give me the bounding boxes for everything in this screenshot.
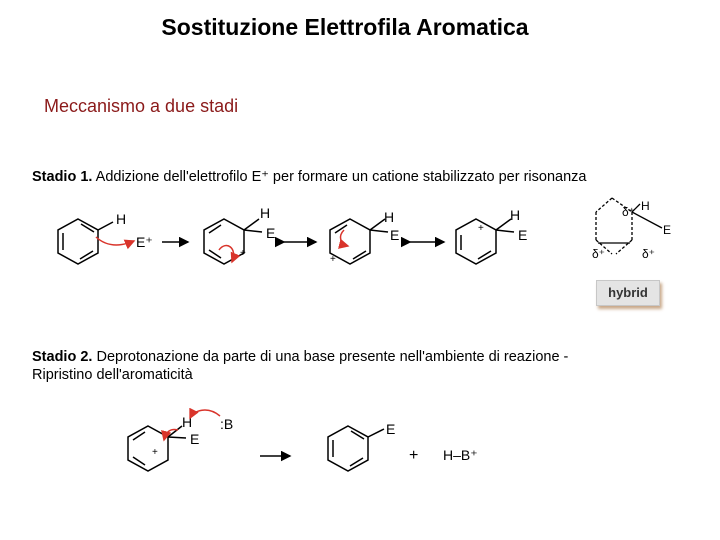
plus-charge: + <box>478 223 484 234</box>
stage2-text-line2: Ripristino dell'aromaticità <box>32 367 193 383</box>
plus-sign: + <box>409 447 419 464</box>
h-label: H <box>182 414 193 430</box>
delta-plus-label: δ⁺ <box>592 247 606 261</box>
curved-arrow-base <box>190 410 220 418</box>
h-label: H <box>510 207 521 223</box>
e-label: E <box>663 223 672 237</box>
benzene-reactant <box>58 219 113 264</box>
base-label: :B <box>220 416 234 432</box>
curved-arrow-attack <box>96 237 134 245</box>
e-label: E <box>266 225 276 241</box>
stage1-label: Stadio 1. <box>32 169 93 185</box>
sigma-complex-3 <box>456 219 514 264</box>
stage1-description <box>32 168 586 186</box>
e-label: E <box>386 421 396 437</box>
page-title: Sostituzione Elettrofila Aromatica <box>161 14 529 40</box>
e-label: E <box>190 431 200 447</box>
delta-plus-label: δ⁺ <box>622 205 636 219</box>
stage2-scheme <box>0 400 720 510</box>
sigma-complex-2 <box>330 219 388 264</box>
stage2-label: Stadio 2. <box>32 349 93 365</box>
delta-plus-label: δ⁺ <box>642 247 656 261</box>
hybrid-label: hybrid <box>596 280 660 306</box>
e-label: E <box>518 227 528 243</box>
stage2-description <box>32 348 672 384</box>
curved-arrow-resonance <box>341 230 348 246</box>
mechanism-subtitle: Meccanismo a due stadi <box>44 96 239 116</box>
e-label: E <box>390 227 400 243</box>
h-label: H <box>116 211 127 227</box>
stage1-text: Addizione dell'elettrofilo E⁺ per formare un catione stabilizzato per risonanza <box>92 169 587 185</box>
stage1-scheme <box>0 190 720 280</box>
stage2-text-line1: Deprotonazione da parte di una base presente nell'ambiente di reazione - <box>92 349 569 365</box>
h-label: H <box>384 209 395 225</box>
plus-charge: + <box>152 447 158 458</box>
electrophile-label: E⁺ <box>136 234 153 250</box>
plus-charge: + <box>330 254 336 265</box>
protonated-base: H–B⁺ <box>443 447 478 463</box>
plus-charge: + <box>240 248 246 259</box>
substituted-benzene <box>328 426 384 471</box>
h-label: H <box>641 199 650 213</box>
h-label: H <box>260 205 271 221</box>
